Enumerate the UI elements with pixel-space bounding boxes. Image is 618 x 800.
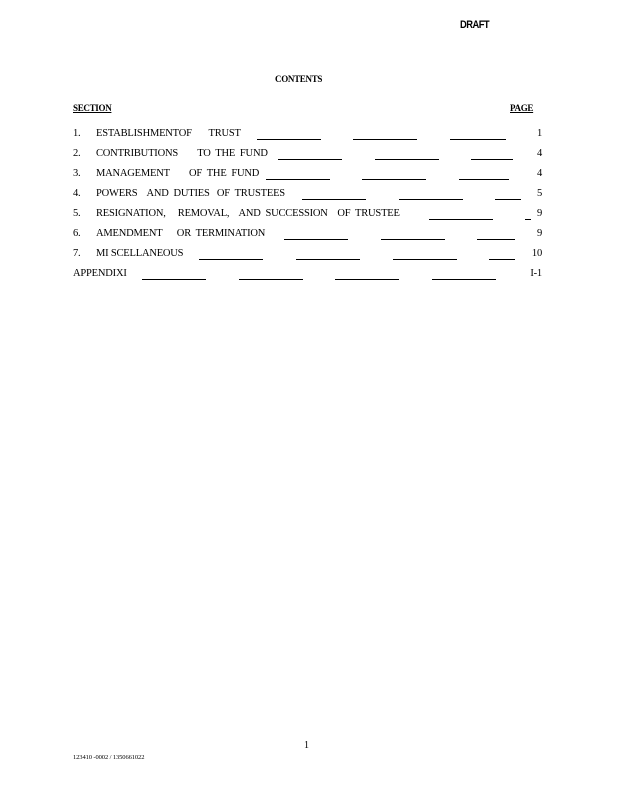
draft-watermark-label: DRAFT bbox=[460, 19, 490, 31]
toc-entry[interactable] bbox=[0, 228, 618, 242]
section-column-header: SECTION bbox=[73, 103, 112, 113]
toc-entry-page: 10 bbox=[531, 248, 542, 259]
toc-entry-number: 2. bbox=[73, 148, 81, 159]
leader-dash bbox=[459, 179, 509, 180]
toc-entry-page: 9 bbox=[536, 228, 542, 239]
leader-dash bbox=[278, 159, 342, 160]
leader-dash bbox=[429, 219, 493, 220]
leader-dash bbox=[335, 279, 399, 280]
toc-entry-title: POWERS AND DUTIES OF TRUSTEES bbox=[96, 188, 285, 199]
toc-entry-page: 1 bbox=[536, 128, 542, 139]
document-id: 123410 -0002 / 1350661022 bbox=[73, 754, 145, 761]
toc-entry[interactable] bbox=[0, 188, 618, 202]
toc-entry-page: 4 bbox=[536, 168, 542, 179]
toc-entry[interactable] bbox=[0, 128, 618, 142]
toc-entry-title: APPENDIXI bbox=[73, 268, 127, 279]
leader-dash bbox=[375, 159, 439, 160]
toc-entry-page: 9 bbox=[536, 208, 542, 219]
toc-entry-page: 5 bbox=[536, 188, 542, 199]
leader-dash bbox=[284, 239, 348, 240]
toc-entry-title: MANAGEMENT OF THE FUND bbox=[96, 168, 260, 179]
leader-dash bbox=[362, 179, 426, 180]
leader-dash bbox=[525, 219, 531, 220]
toc-entry[interactable] bbox=[0, 168, 618, 182]
leader-dash bbox=[393, 259, 457, 260]
toc-entry-title: MI SCELLANEOUS bbox=[96, 248, 184, 259]
toc-entry[interactable] bbox=[0, 268, 618, 282]
leader-dash bbox=[257, 139, 321, 140]
leader-dash bbox=[489, 259, 515, 260]
leader-dash bbox=[432, 279, 496, 280]
toc-entry-number: 4. bbox=[73, 188, 81, 199]
toc-entry-page: I-1 bbox=[530, 268, 542, 279]
toc-entry-number: 6. bbox=[73, 228, 81, 239]
toc-entry[interactable] bbox=[0, 148, 618, 162]
leader-dash bbox=[296, 259, 360, 260]
toc-entry-title: RESIGNATION, REMOVAL, AND SUCCESSION OF TRUSTEE bbox=[96, 208, 400, 219]
toc-entry-page: 4 bbox=[536, 148, 542, 159]
leader-dash bbox=[266, 179, 330, 180]
leader-dash bbox=[381, 239, 445, 240]
leader-dash bbox=[471, 159, 513, 160]
leader-dash bbox=[450, 139, 506, 140]
leader-dash bbox=[302, 199, 366, 200]
leader-dash bbox=[477, 239, 515, 240]
toc-entry[interactable] bbox=[0, 248, 618, 262]
page-column-header: PAGE bbox=[510, 103, 534, 113]
toc-entry-title: ESTABLISHMENTOF TRUST bbox=[96, 128, 241, 139]
leader-dash bbox=[199, 259, 263, 260]
leader-dash bbox=[495, 199, 521, 200]
leader-dash bbox=[239, 279, 303, 280]
toc-entry-title: CONTRIBUTIONS TO THE FUND bbox=[96, 148, 268, 159]
toc-entry-number: 1. bbox=[73, 128, 81, 139]
contents-heading: CONTENTS bbox=[275, 74, 323, 84]
toc-entry-number: 3. bbox=[73, 168, 81, 179]
toc-entry-number: 5. bbox=[73, 208, 81, 219]
toc-entry-number: 7. bbox=[73, 248, 81, 259]
leader-dash bbox=[399, 199, 463, 200]
toc-entry[interactable] bbox=[0, 208, 618, 222]
page-number: 1 bbox=[304, 740, 309, 751]
leader-dash bbox=[353, 139, 417, 140]
leader-dash bbox=[142, 279, 206, 280]
toc-entry-title: AMENDMENT OR TERMINATION bbox=[96, 228, 266, 239]
